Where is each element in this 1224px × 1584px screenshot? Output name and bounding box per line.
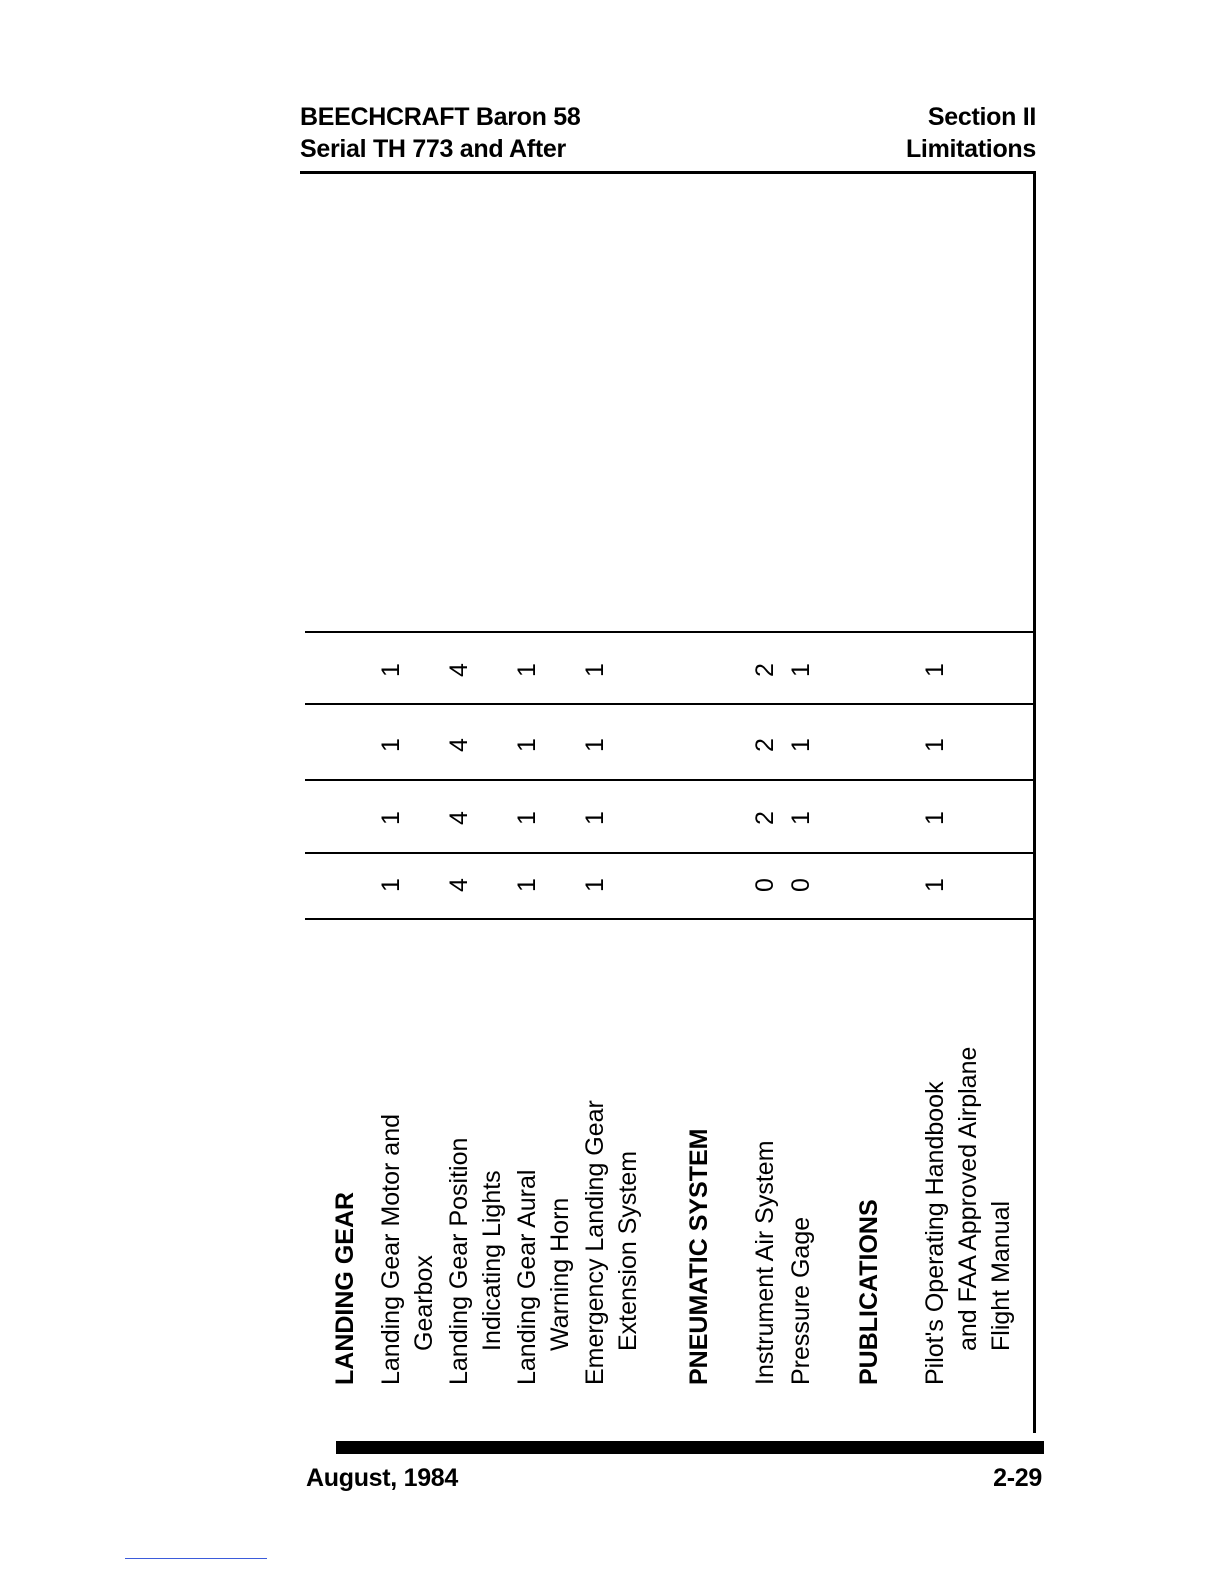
value-cell: 2: [751, 663, 779, 677]
value-cell: 1: [377, 878, 405, 892]
group-heading: PUBLICATIONS: [855, 1199, 883, 1385]
item-label: Landing Gear Aural Warning Horn: [513, 1169, 574, 1385]
value-cell: 4: [445, 811, 473, 825]
item-label: Landing Gear Motor and Gearbox: [377, 1113, 438, 1385]
value-cell: 0: [787, 878, 815, 892]
value-cell: 1: [513, 811, 541, 825]
value-cell: 1: [513, 878, 541, 892]
value-cell: 1: [377, 738, 405, 752]
value-cell: 1: [921, 663, 949, 677]
section-title: Limitations: [905, 135, 1036, 163]
item-label: Pressure Gage: [787, 1216, 815, 1385]
value-cell: 1: [787, 663, 815, 677]
footnote-rule: [125, 1558, 267, 1559]
value-cell: 1: [581, 811, 609, 825]
footer-rule: [336, 1441, 1044, 1454]
value-cell: 1: [513, 663, 541, 677]
section-number: Section II: [927, 103, 1036, 131]
item-label: Emergency Landing Gear Extension System: [581, 1100, 642, 1385]
value-cell: 1: [581, 878, 609, 892]
value-cell: 4: [445, 663, 473, 677]
value-cell: 1: [377, 811, 405, 825]
value-cell: 1: [921, 738, 949, 752]
footer-date: August, 1984: [306, 1464, 459, 1492]
page-header-left: [300, 101, 580, 165]
value-cell: 1: [921, 878, 949, 892]
value-cell: 1: [377, 663, 405, 677]
page-number: 2-29: [993, 1464, 1042, 1492]
value-cell: 1: [787, 738, 815, 752]
page-header-right: [906, 101, 1036, 165]
group-heading: PNEUMATIC SYSTEM: [685, 1128, 713, 1385]
value-cell: 1: [787, 811, 815, 825]
value-cell: 1: [581, 663, 609, 677]
item-label-column: [305, 915, 1034, 1385]
value-cell: 4: [445, 878, 473, 892]
value-cell: 1: [921, 811, 949, 825]
aircraft-model: BEECHCRAFT Baron 58: [300, 103, 581, 131]
serial-range: Serial TH 773 and After: [300, 135, 566, 163]
item-label: Landing Gear Position Indicating Lights: [445, 1137, 506, 1385]
item-label: Pilot's Operating Handbook and FAA Approved Airplane Flight Manual: [921, 1046, 1015, 1385]
rotated-equipment-table: [305, 171, 1034, 1433]
value-cell: 0: [751, 878, 779, 892]
value-cell: 2: [751, 738, 779, 752]
item-label: Instrument Air System: [751, 1140, 779, 1385]
value-cell: 1: [581, 738, 609, 752]
value-cell: 1: [513, 738, 541, 752]
group-heading: LANDING GEAR: [331, 1191, 359, 1385]
value-cell: 2: [751, 811, 779, 825]
value-cell: 4: [445, 738, 473, 752]
